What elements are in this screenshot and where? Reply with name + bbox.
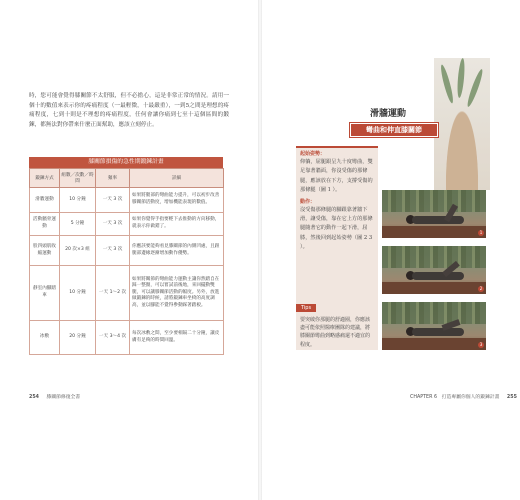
table-cell: 20 分鐘: [60, 321, 96, 355]
table-cell: 一天 3 次: [96, 188, 130, 213]
table-cell: 如果將腿部的彎曲能力提升，可以初步改善膝關節活動度，增加機能表現的數值。: [130, 188, 224, 213]
exercise-photo-1: [382, 190, 486, 238]
start-label: 起始姿勢：: [300, 151, 326, 157]
page-number: 254: [29, 395, 40, 400]
table-cell: 如果將關節的彎曲能力運動主讓你然踏自在踩一整圈，可以嘗試前後地，來回擺動雙腿，可以讓膝關節活動的幅度。另外，放進做鍛鍊的時候，請將鍛鍊車坐椅的高度調高，並以腳能不覺得參動踩著踏板。: [130, 266, 224, 321]
table-cell: 每次冰敷之間，至少要相隔二十分鐘，讓皮膚有足夠的時間回溫。: [130, 321, 224, 355]
photo-number: 3: [479, 342, 483, 347]
instruction-panel: [296, 146, 378, 297]
header-method: 鍛鍊方式: [30, 169, 60, 188]
left-page: [0, 0, 258, 500]
table-cell: 股四頭肌收縮運動: [30, 236, 60, 266]
chapter-title: CHAPTER 6 打造專屬你個人的鍛鍊計畫: [410, 395, 500, 400]
action-text: 沒受傷那條腿的腳跟靠著牆下滑，讓受傷，靠在它上方的那條腿隨著它的動作一起下滑，屈膝，然後回到起始姿勢（圖 2 3 ）。: [300, 206, 373, 251]
exercise-subtitle: 彎曲和伸直膝關節: [349, 122, 439, 138]
action-label: 動作：: [300, 198, 316, 205]
start-text: 仰躺，屈腿跟呈九十度彎曲，雙足靠著牆面，你沒受傷的那條腿，應該放在下方，支撐受傷的那條腿（圖 1 ）。: [300, 159, 373, 194]
exercise-title: 滑牆運動: [369, 109, 406, 119]
table-cell: 靜室內腳踏車: [30, 266, 60, 321]
photo-number: 1: [479, 230, 483, 235]
table-cell: 一天 3 次: [96, 236, 130, 266]
training-plan-table: [29, 157, 223, 355]
header-frequency: 頻率: [96, 169, 130, 188]
book-gutter: [258, 0, 262, 500]
table-cell: 5 分鐘: [60, 213, 96, 236]
page-number: 255: [506, 395, 517, 400]
table-row: [30, 236, 224, 266]
table-cell: 10 分鐘: [60, 188, 96, 213]
table-cell: 20 次×3 組: [60, 236, 96, 266]
table-row: [30, 213, 224, 236]
photo-number: 2: [479, 286, 483, 291]
table-row: [30, 266, 224, 321]
table-title: 膝關節損傷的急性期鍛鍊計畫: [29, 157, 223, 168]
exercise-photo-3: [382, 302, 486, 350]
table-cell: 滑牆運動: [30, 188, 60, 213]
table-header-row: [30, 169, 224, 188]
tips-label: Tips: [296, 304, 316, 312]
body-paragraph: 時，您可能會覺得膝關節不太舒服，但不必擔心，這是非常正常的情況。請用一個十的數值來表示你的疼痛程度（一最輕微，十最嚴重），一到5之間是理想的疼痛程度，七到十則是不理想的疼痛程度，任何會讓你痛到七至十這個區間的鍛鍊，都無法對你帶來什麼正面幫助，應該立刻停止。: [29, 93, 229, 128]
table-cell: 10 分鐘: [60, 266, 96, 321]
tips-panel: [296, 294, 378, 350]
table-row: [30, 188, 224, 213]
table-cell: 如果你覺得手指要輕下去推動的方向移動，就表示你做錯了。: [130, 213, 224, 236]
tips-text: 要突破你那腿的舒適圈，你應該盡可能依照醫療團隊的建議，將膝關節彎曲到略感痛還不適宜的程度。: [300, 317, 371, 348]
exercise-photo-2: [382, 246, 486, 294]
book-title: 膝關節修復全書: [46, 395, 81, 400]
table-cell: 一天 1〜2 次: [96, 266, 130, 321]
table-cell: 你應該要能夠看見膝關節的內側凹處，且跟腿部邊緣逐漸增加動作優勢。: [130, 236, 224, 266]
right-footer: [410, 393, 517, 400]
header-details: 詳細: [130, 169, 224, 188]
table-cell: 一天 3 次: [96, 213, 130, 236]
left-footer: [29, 393, 80, 400]
header-sets: 組數／次數／時間: [60, 169, 96, 188]
plant-decoration: [434, 58, 490, 190]
table-row: [30, 321, 224, 355]
table-cell: 一天 3〜4 次: [96, 321, 130, 355]
table-cell: 冰敷: [30, 321, 60, 355]
table-cell: 活動髕骨運動: [30, 213, 60, 236]
